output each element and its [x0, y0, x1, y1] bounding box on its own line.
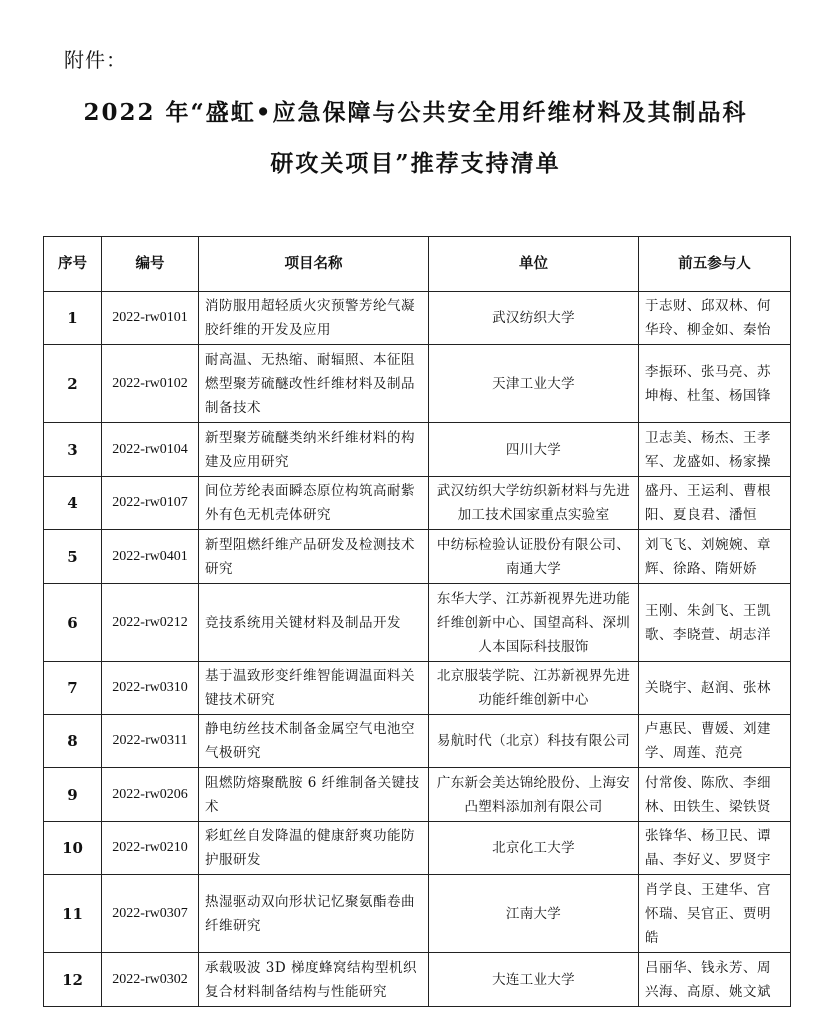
row-index: 6	[44, 584, 102, 662]
row-code: 2022-rw0302	[102, 953, 199, 1007]
table-row	[44, 584, 791, 662]
row-project-name: 阻燃防熔聚酰胺 6 纤维制备关键技术	[199, 768, 429, 822]
table-row	[44, 768, 791, 822]
row-unit: 四川大学	[429, 423, 639, 477]
header-unit: 单位	[429, 237, 639, 292]
row-index: 11	[44, 875, 102, 953]
row-participants: 盛丹、王运利、曹根阳、夏良君、潘恒	[639, 477, 791, 530]
row-project-name: 热湿驱动双向形状记忆聚氨酯卷曲纤维研究	[199, 875, 429, 953]
header-project-name: 项目名称	[199, 237, 429, 292]
row-unit: 江南大学	[429, 875, 639, 953]
row-project-name: 消防服用超轻质火灾预警芳纶气凝胶纤维的开发及应用	[199, 292, 429, 345]
row-project-name: 基于温致形变纤维智能调温面料关键技术研究	[199, 662, 429, 715]
row-index: 12	[44, 953, 102, 1007]
row-participants: 李振环、张马亮、苏坤梅、杜玺、杨国锋	[639, 345, 791, 423]
row-unit: 武汉纺织大学	[429, 292, 639, 345]
table-row	[44, 715, 791, 768]
row-code: 2022-rw0210	[102, 822, 199, 875]
row-project-name: 新型阻燃纤维产品研发及检测技术研究	[199, 530, 429, 584]
project-table	[43, 236, 791, 1007]
row-participants: 王刚、朱剑飞、王凯歌、李晓萱、胡志洋	[639, 584, 791, 662]
table-row	[44, 345, 791, 423]
row-index: 3	[44, 423, 102, 477]
row-unit: 北京化工大学	[429, 822, 639, 875]
row-unit: 东华大学、江苏新视界先进功能纤维创新中心、国望高科、深圳人本国际科技服饰	[429, 584, 639, 662]
row-index: 4	[44, 477, 102, 530]
row-code: 2022-rw0311	[102, 715, 199, 768]
row-participants: 卢惠民、曹媛、刘建学、周莲、范亮	[639, 715, 791, 768]
document-title-line-1: 2022 年“盛虹•应急保障与公共安全用纤维材料及其制品科	[83, 99, 748, 126]
row-unit: 中纺标检验认证股份有限公司、南通大学	[429, 530, 639, 584]
row-unit: 大连工业大学	[429, 953, 639, 1007]
table-row	[44, 662, 791, 715]
row-participants: 卫志美、杨杰、王孝军、龙盛如、杨家操	[639, 423, 791, 477]
table-header-row	[44, 237, 791, 292]
row-unit: 易航时代（北京）科技有限公司	[429, 715, 639, 768]
table-row	[44, 423, 791, 477]
row-participants: 刘飞飞、刘婉婉、章辉、徐路、隋妍娇	[639, 530, 791, 584]
row-code: 2022-rw0102	[102, 345, 199, 423]
row-unit: 天津工业大学	[429, 345, 639, 423]
row-project-name: 静电纺丝技术制备金属空气电池空气极研究	[199, 715, 429, 768]
row-index: 7	[44, 662, 102, 715]
attachment-label: 附件：	[64, 48, 127, 72]
table-row	[44, 477, 791, 530]
header-code: 编号	[102, 237, 199, 292]
table-row	[44, 953, 791, 1007]
row-index: 2	[44, 345, 102, 423]
row-project-name: 竞技系统用关键材料及制品开发	[199, 584, 429, 662]
row-index: 9	[44, 768, 102, 822]
table-row	[44, 292, 791, 345]
row-project-name: 新型聚芳硫醚类纳米纤维材料的构建及应用研究	[199, 423, 429, 477]
row-participants: 关晓宇、赵润、张林	[639, 662, 791, 715]
row-index: 8	[44, 715, 102, 768]
document-title-line-2: 研攻关项目”推荐支持清单	[270, 150, 561, 177]
row-code: 2022-rw0307	[102, 875, 199, 953]
row-index: 5	[44, 530, 102, 584]
row-project-name: 耐高温、无热缩、耐辐照、本征阻燃型聚芳硫醚改性纤维材料及制品制备技术	[199, 345, 429, 423]
row-participants: 肖学良、王建华、宫怀瑞、吴官正、贾明皓	[639, 875, 791, 953]
row-code: 2022-rw0401	[102, 530, 199, 584]
table-row	[44, 822, 791, 875]
row-code: 2022-rw0101	[102, 292, 199, 345]
row-unit: 北京服装学院、江苏新视界先进功能纤维创新中心	[429, 662, 639, 715]
table-row	[44, 875, 791, 953]
row-index: 1	[44, 292, 102, 345]
header-index: 序号	[44, 237, 102, 292]
row-project-name: 彩虹丝自发降温的健康舒爽功能防护服研发	[199, 822, 429, 875]
row-participants: 吕丽华、钱永芳、周兴海、高原、姚文斌	[639, 953, 791, 1007]
row-project-name: 间位芳纶表面瞬态原位构筑高耐紫外有色无机壳体研究	[199, 477, 429, 530]
row-code: 2022-rw0310	[102, 662, 199, 715]
row-unit: 广东新会美达锦纶股份、上海安凸塑料添加剂有限公司	[429, 768, 639, 822]
row-code: 2022-rw0104	[102, 423, 199, 477]
row-index: 10	[44, 822, 102, 875]
row-participants: 张锋华、杨卫民、谭晶、李好义、罗贤宇	[639, 822, 791, 875]
row-code: 2022-rw0212	[102, 584, 199, 662]
header-participants: 前五参与人	[639, 237, 791, 292]
row-project-name: 承载吸波 3D 梯度蜂窝结构型机织复合材料制备结构与性能研究	[199, 953, 429, 1007]
row-code: 2022-rw0206	[102, 768, 199, 822]
table-row	[44, 530, 791, 584]
row-code: 2022-rw0107	[102, 477, 199, 530]
row-unit: 武汉纺织大学纺织新材料与先进加工技术国家重点实验室	[429, 477, 639, 530]
row-participants: 付常俊、陈欣、李细林、田铁生、梁铁贤	[639, 768, 791, 822]
row-participants: 于志财、邱双林、何华玲、柳金如、秦怡	[639, 292, 791, 345]
